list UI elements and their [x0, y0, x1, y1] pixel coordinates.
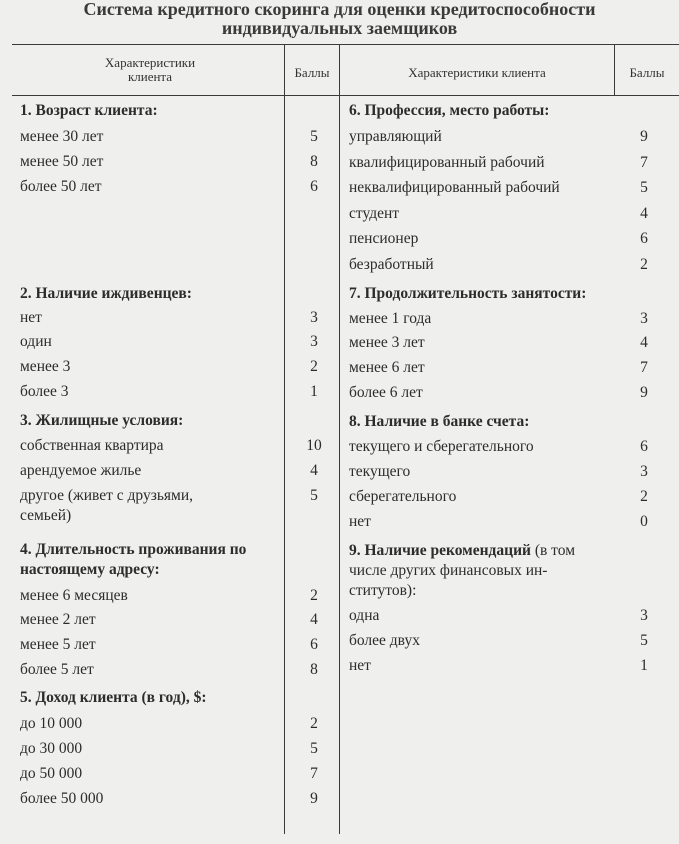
section-recommendations-title-line2: числе других финансовых ин- — [349, 562, 548, 579]
table-row-points: 5 — [310, 128, 318, 145]
table-row-points: 5 — [310, 487, 318, 504]
table-row-points: 3 — [310, 333, 318, 350]
section-recommendations-title — [349, 541, 575, 561]
table-row-points: 2 — [310, 715, 318, 732]
table-row-label: более 50 000 — [20, 790, 104, 807]
title-line-2: индивидуальных заемщиков — [221, 18, 458, 38]
table-row-points: 6 — [310, 178, 318, 195]
section-recommendations-title-bold: 9. Наличие рекомендаций — [349, 542, 531, 559]
section-recommendations-title-rest: (в том — [530, 542, 576, 559]
table-row-label: до 10 000 — [20, 715, 83, 732]
table-row-points: 3 — [640, 463, 648, 480]
table-row-points: 6 — [310, 636, 318, 653]
table-row-label: менее 3 — [20, 358, 71, 375]
table-row-points: 4 — [640, 334, 648, 351]
section-employment-title: 7. Продолжительность занятости: — [349, 285, 587, 302]
table-row-points: 9 — [640, 384, 648, 401]
table-row-points: 4 — [310, 611, 318, 628]
table-row-points: 3 — [640, 310, 648, 327]
left-points-divider — [284, 44, 285, 834]
table-row-label: собственная квартира — [20, 437, 164, 454]
section-housing-title: 3. Жилищные условия: — [20, 412, 184, 429]
table-row-label: другое (живет с друзьями, — [20, 487, 194, 504]
table-row-label: студент — [349, 205, 400, 222]
table-row-points: 5 — [310, 740, 318, 757]
table-row-label: безработный — [349, 256, 434, 273]
table-row-label: текущего и сберегательного — [349, 438, 534, 455]
table-row-label: арендуемое жилье — [20, 462, 142, 479]
document-title — [0, 0, 679, 38]
header-left-characteristics — [60, 56, 240, 84]
table-row-label: более 5 лет — [20, 661, 94, 678]
table-row-label: до 50 000 — [20, 765, 83, 782]
section-bank-account-title: 8. Наличие в банке счета: — [349, 413, 530, 430]
table-row-label: неквалифицированный рабочий — [349, 179, 560, 196]
table-row-points: 9 — [640, 128, 648, 145]
table-row-points: 2 — [310, 587, 318, 604]
table-row-points: 10 — [306, 437, 322, 454]
header-right-characteristics: Характеристики клиента — [408, 65, 546, 80]
table-row-points: 6 — [640, 230, 648, 247]
table-row-label: более 6 лет — [349, 384, 423, 401]
table-row-points: 8 — [310, 661, 318, 678]
header-left-points: Баллы — [294, 65, 330, 80]
section-residence-title: 4. Длительность проживания по — [20, 541, 247, 558]
table-top-border — [12, 44, 679, 45]
table-row-points: 2 — [640, 488, 648, 505]
table-row-label: менее 2 лет — [20, 611, 96, 628]
table-row-points: 7 — [640, 359, 648, 376]
table-row-points: 6 — [640, 438, 648, 455]
table-row-label: нет — [349, 513, 371, 530]
table-row-label: один — [20, 333, 52, 350]
table-row-label: сберегательного — [349, 488, 457, 505]
title-line-1: Система кредитного скоринга для оценки кредитоспособности — [83, 0, 596, 19]
table-row-label: до 30 000 — [20, 740, 83, 757]
header-left-char-line1: Характеристики — [104, 55, 196, 70]
column-divider — [339, 44, 340, 834]
table-row-label: более 3 — [20, 383, 69, 400]
table-row-label: менее 50 лет — [20, 153, 104, 170]
table-row-label: управляющий — [349, 128, 442, 145]
table-row-points: 4 — [310, 462, 318, 479]
table-row-label: нет — [349, 657, 371, 674]
table-row-points: 7 — [310, 765, 318, 782]
table-row-points: 8 — [310, 153, 318, 170]
table-row-label: менее 6 лет — [349, 359, 425, 376]
table-row-label: менее 6 месяцев — [20, 587, 128, 604]
table-row-points: 3 — [640, 607, 648, 624]
table-row-points: 1 — [310, 383, 318, 400]
section-recommendations-title-line3: ститутов): — [349, 582, 417, 599]
table-row-label-continued: семьей) — [20, 507, 72, 524]
table-row-label: пенсионер — [349, 230, 419, 247]
table-row-points: 1 — [640, 657, 648, 674]
table-row-points: 4 — [640, 205, 648, 222]
table-row-points: 5 — [640, 179, 648, 196]
table-row-points: 0 — [640, 513, 648, 530]
table-row-label: менее 3 лет — [349, 334, 425, 351]
table-row-points: 2 — [640, 256, 648, 273]
table-row-points: 9 — [310, 790, 318, 807]
table-header-border — [12, 95, 679, 96]
header-left-char-line2: клиента — [127, 69, 173, 84]
table-row-points: 2 — [310, 358, 318, 375]
table-row-points: 7 — [640, 154, 648, 171]
section-dependents-title: 2. Наличие иждивенцев: — [20, 285, 192, 302]
table-row-label: менее 1 года — [349, 310, 432, 327]
table-row-label: менее 5 лет — [20, 636, 96, 653]
table-row-label: текущего — [349, 463, 411, 480]
section-age-title: 1. Возраст клиента: — [20, 102, 158, 119]
section-profession-title: 6. Профессия, место работы: — [349, 102, 550, 119]
table-row-label: более 50 лет — [20, 178, 102, 195]
table-row-label: нет — [20, 309, 42, 326]
table-row-points: 3 — [310, 309, 318, 326]
header-right-points: Баллы — [629, 65, 665, 80]
section-residence-title-line2: настоящему адресу: — [20, 561, 160, 578]
table-row-label: одна — [349, 607, 380, 624]
table-row-points: 5 — [640, 632, 648, 649]
table-row-label: менее 30 лет — [20, 128, 104, 145]
table-row-label: более двух — [349, 632, 420, 649]
section-income-title: 5. Доход клиента (в год), $: — [20, 689, 207, 706]
table-row-label: квалифицированный рабочий — [349, 154, 545, 171]
